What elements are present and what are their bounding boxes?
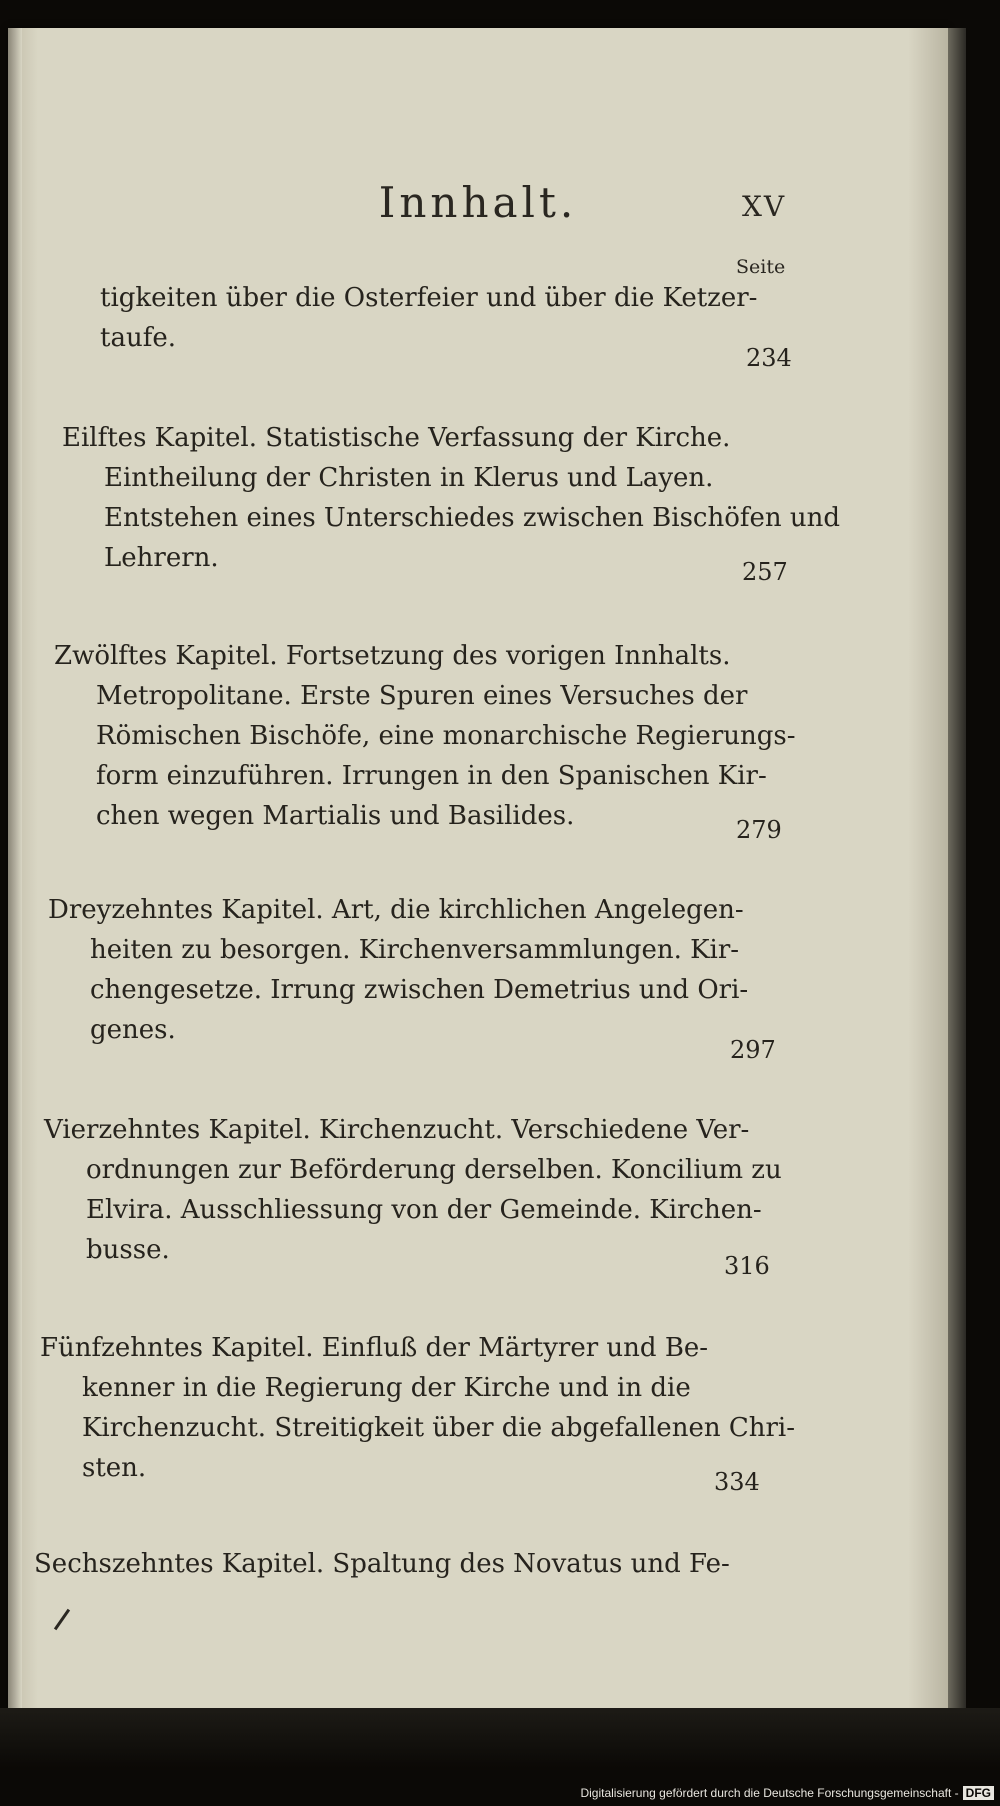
toc-line: genes.: [90, 1015, 176, 1045]
toc-page-number: 297: [730, 1036, 776, 1064]
toc-line: sten.: [82, 1453, 147, 1483]
toc-line: Entstehen eines Unterschiedes zwischen Bischöfen und: [104, 503, 841, 533]
toc-line: taufe.: [100, 323, 176, 353]
toc-entry: [100, 278, 757, 358]
toc-entry: [54, 636, 796, 836]
toc-line: Zwölftes Kapitel. Fortsetzung des vorigen Innhalts.: [54, 641, 731, 671]
toc-line: chen wegen Martialis und Basilides.: [96, 801, 575, 831]
toc-line: kenner in die Regierung der Kirche und in die: [82, 1373, 691, 1403]
toc-line: busse.: [86, 1235, 170, 1265]
digitization-credit: [580, 1786, 994, 1800]
book-page: [8, 28, 948, 1708]
toc-line: Metropolitane. Erste Spuren eines Versuches der: [96, 681, 748, 711]
dfg-logo: DFG: [963, 1786, 994, 1800]
toc-line: Römischen Bischöfe, eine monarchische Regierungs-: [96, 721, 796, 751]
toc-line: ordnungen zur Beförderung derselben. Koncilium zu: [86, 1155, 782, 1185]
toc-line: tigkeiten über die Osterfeier und über die Ketzer-: [100, 283, 758, 313]
toc-page-number: 279: [736, 816, 782, 844]
toc-line: heiten zu besorgen. Kirchenversammlungen. Kir-: [90, 935, 740, 965]
toc-entry: [48, 890, 748, 1050]
toc-entry: [62, 418, 840, 578]
toc-line: Eintheilung der Christen in Klerus und Layen.: [104, 463, 714, 493]
page-gutter: [8, 28, 22, 1708]
toc-entry: [34, 1544, 730, 1584]
toc-line: chengesetze. Irrung zwischen Demetrius und Ori-: [90, 975, 749, 1005]
page-heading: Innhalt.: [378, 178, 578, 227]
toc-line: Dreyzehntes Kapitel. Art, die kirchlichen Angelegen-: [48, 895, 744, 925]
toc-page-number: 334: [714, 1468, 760, 1496]
column-label-seite: Seite: [736, 256, 786, 278]
toc-line: Elvira. Ausschliessung von der Gemeinde. Kirchen-: [86, 1195, 762, 1225]
toc-page-number: 316: [724, 1252, 770, 1280]
toc-line: Eilftes Kapitel. Statistische Verfassung der Kirche.: [62, 423, 731, 453]
toc-line: Sechszehntes Kapitel. Spaltung des Novatus und Fe-: [34, 1549, 730, 1579]
roman-page-number: XV: [742, 190, 787, 223]
toc-page-number: 234: [746, 344, 792, 372]
toc-line: form einzuführen. Irrungen in den Spanischen Kir-: [96, 761, 767, 791]
toc-entry: [40, 1328, 795, 1488]
toc-line: Lehrern.: [104, 543, 219, 573]
pencil-mark: [54, 1609, 70, 1630]
toc-page-number: 257: [742, 558, 788, 586]
credit-text: Digitalisierung gefördert durch die Deutsche Forschungsgemeinschaft -: [580, 1786, 959, 1800]
book-fore-edge: [948, 28, 966, 1708]
toc-line: Vierzehntes Kapitel. Kirchenzucht. Verschiedene Ver-: [44, 1115, 750, 1145]
toc-line: Fünfzehntes Kapitel. Einfluß der Märtyrer und Be-: [40, 1333, 709, 1363]
toc-entry: [44, 1110, 782, 1270]
scan-background: [0, 1708, 1000, 1768]
toc-line: Kirchenzucht. Streitigkeit über die abgefallenen Chri-: [82, 1413, 796, 1443]
